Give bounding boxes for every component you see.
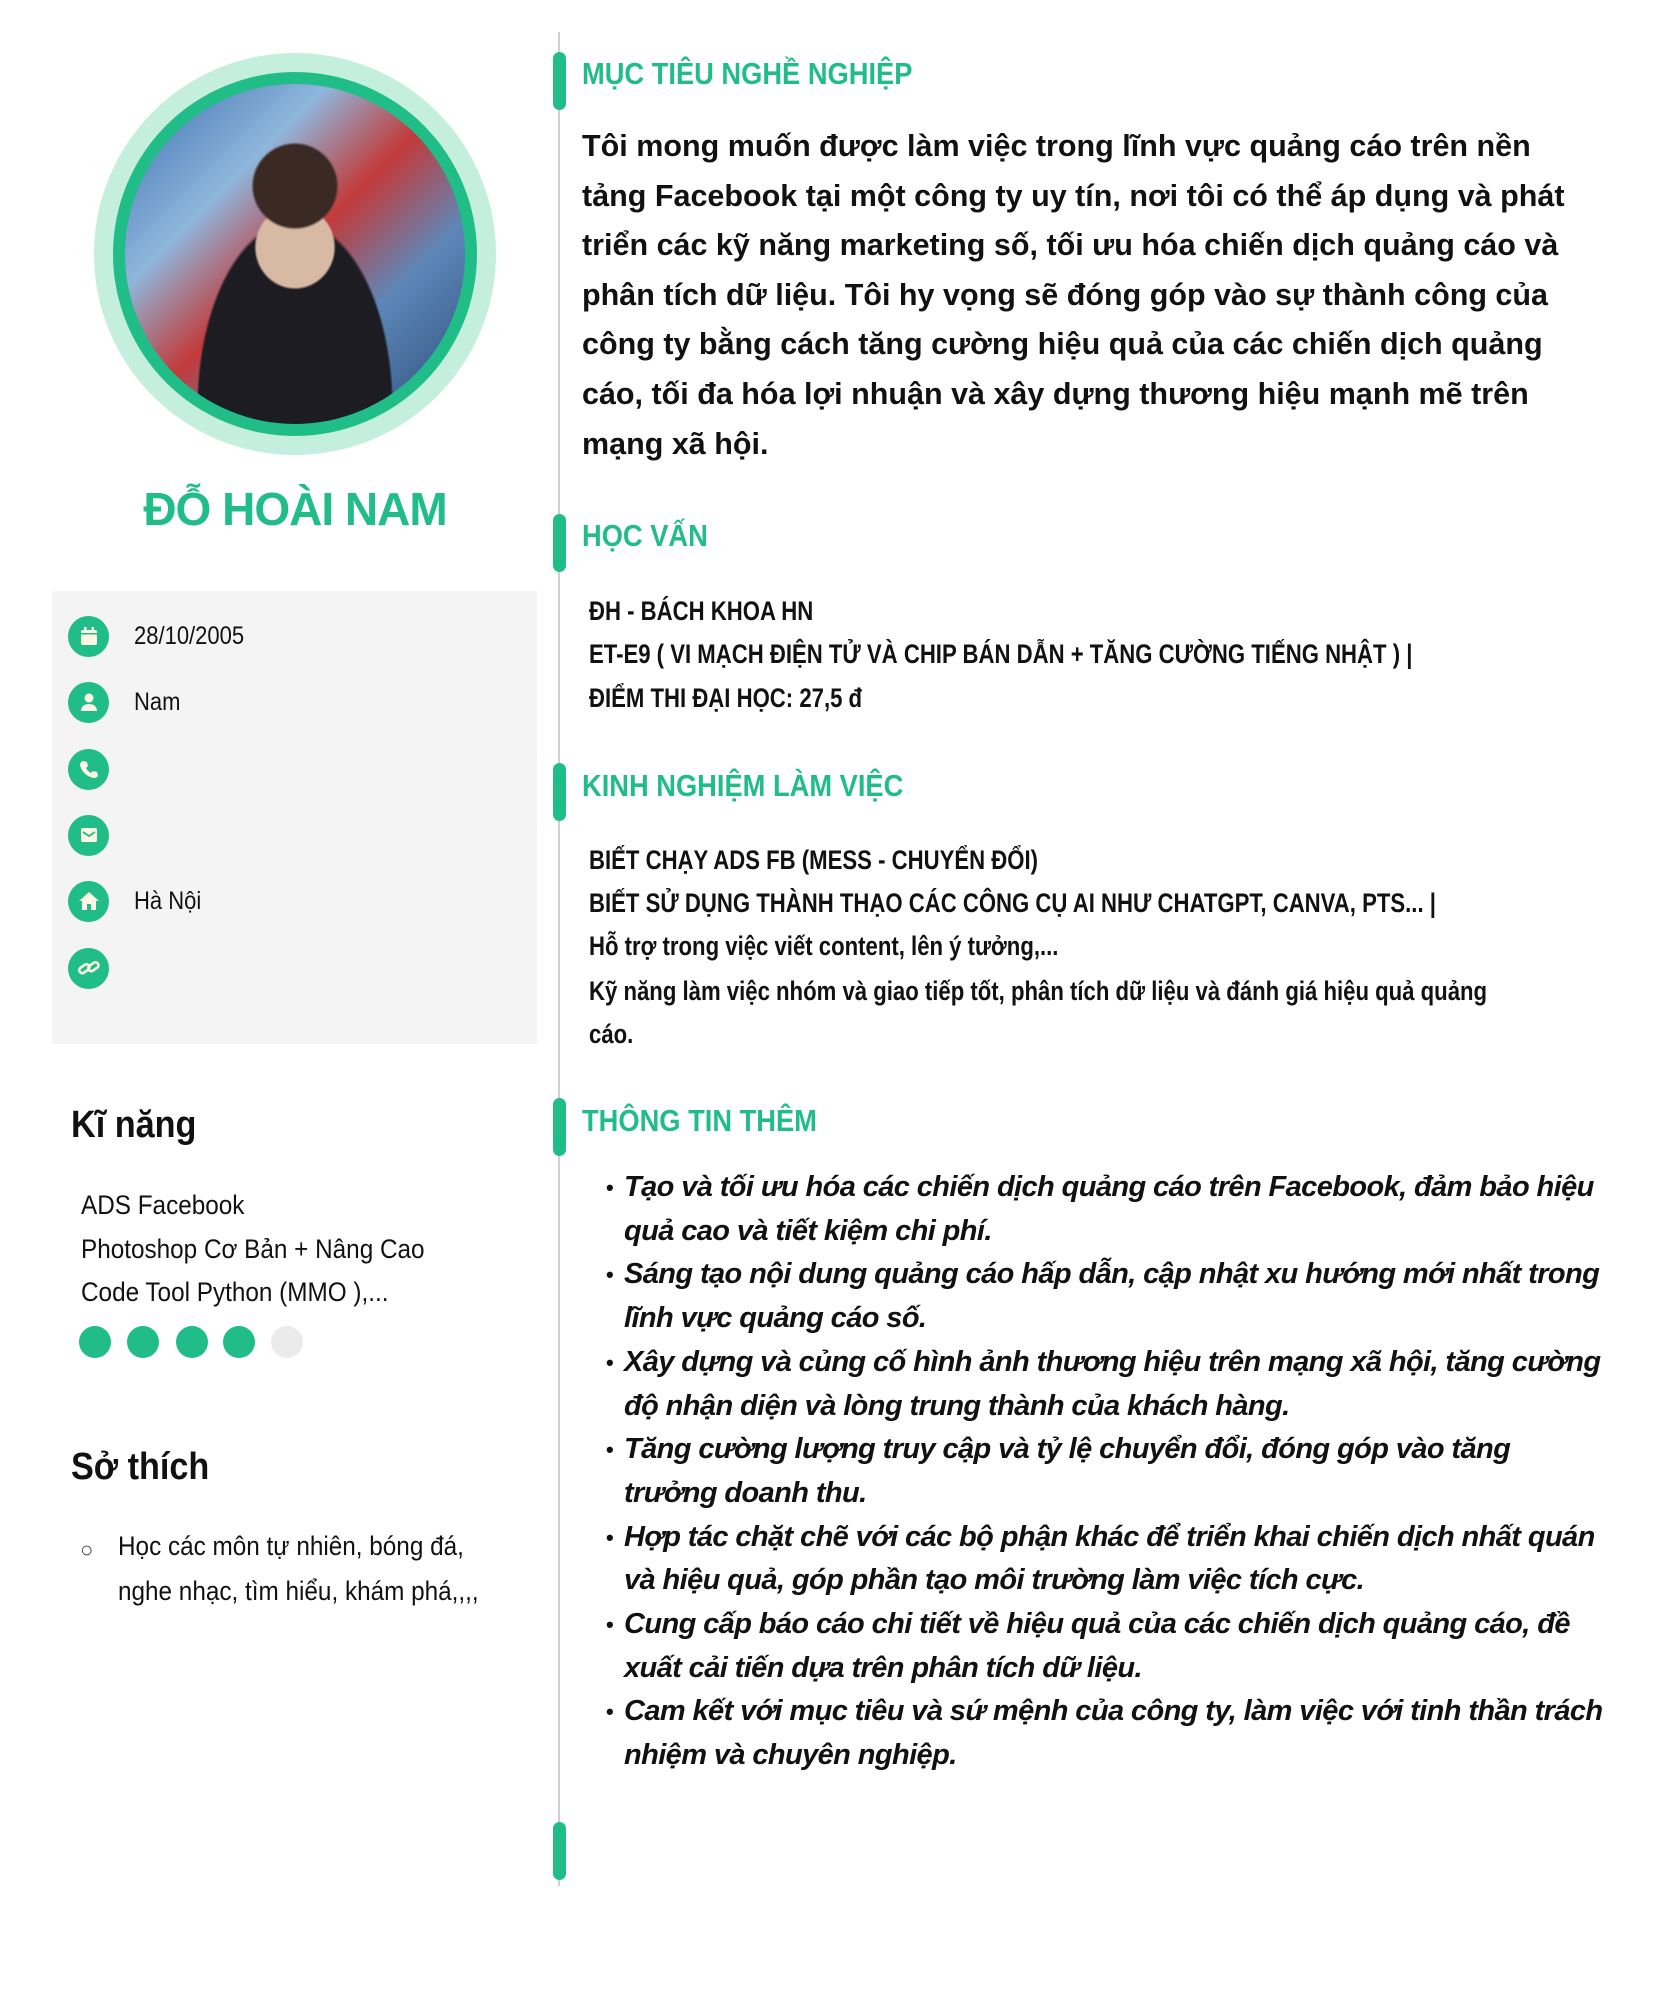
- birthday-text: 28/10/2005: [134, 621, 245, 650]
- contact-address: [68, 880, 210, 922]
- contact-link: [68, 947, 134, 989]
- bullet-icon: •: [606, 1699, 614, 1725]
- experience-line: BIẾT SỬ DỤNG THÀNH THẠO CÁC CÔNG CỤ AI NHƯ CHATGPT, CANVA, PTS... |: [589, 888, 1436, 918]
- experience-line: Kỹ năng làm việc nhóm và giao tiếp tốt, phân tích dữ liệu và đánh giá hiệu quả quảng: [589, 976, 1488, 1006]
- hobby-line: nghe nhạc, tìm hiểu, khám phá,,,,: [118, 1576, 479, 1606]
- hobby-bullet-icon: ○: [80, 1537, 94, 1562]
- objective-title: MỤC TIÊU NGHỀ NGHIỆP: [582, 56, 913, 91]
- experience-line: Hỗ trợ trong việc viết content, lên ý tưởng,...: [589, 931, 1059, 961]
- hobby-line: Học các môn tự nhiên, bóng đá,: [118, 1531, 464, 1561]
- avatar: [125, 84, 465, 424]
- bullet-icon: •: [606, 1175, 614, 1200]
- home-icon: [68, 881, 109, 922]
- list-item: • Sáng tạo nội dung quảng cáo hấp dẫn, cập nhật xu hướng mới nhất trong lĩnh vực quảng cáo số.: [606, 1253, 1636, 1340]
- experience-line: cáo.: [589, 1019, 634, 1049]
- bullet-icon: •: [606, 1524, 614, 1550]
- contact-birthday: [68, 615, 259, 657]
- skill-item: Photoshop Cơ Bản + Nâng Cao: [81, 1234, 425, 1264]
- section-marker: [553, 1098, 566, 1156]
- section-marker: [553, 514, 566, 572]
- contact-panel: [52, 591, 537, 1044]
- list-item: • Cam kết với mục tiêu và sứ mệnh của công ty, làm việc với tinh thần trách nhiệm và chuyên nghiệp.: [606, 1690, 1636, 1777]
- section-marker: [553, 763, 566, 821]
- link-icon: [68, 948, 109, 989]
- experience-line: BIẾT CHẠY ADS FB (MESS - CHUYỂN ĐỔI): [589, 845, 1038, 875]
- user-icon: [68, 682, 109, 723]
- education-line: ĐIỂM THI ĐẠI HỌC: 27,5 đ: [589, 683, 863, 713]
- list-item: • Cung cấp báo cáo chi tiết về hiệu quả của các chiến dịch quảng cáo, đề xuất cải tiến dựa trên phân tích dữ liệu.: [606, 1603, 1636, 1690]
- address-text: Hà Nội: [134, 886, 202, 915]
- objective-text: Tôi mong muốn được làm việc trong lĩnh vực quảng cáo trên nền tảng Facebook tại một công ty uy tín, nơi tôi có thể áp dụng và phát triển các kỹ năng marketing số, tối ưu hóa chiến dịch quảng cáo và phân tích dữ liệu. Tôi hy vọng sẽ đóng góp vào sự thành công của công ty bằng cách tăng cường hiệu quả của các chiến dịch quảng cáo, tối đa hóa lợi nhuận và xây dựng thương hiệu mạnh mẽ trên mạng xã hội.: [582, 129, 1565, 461]
- hobbies-title: Sở thích: [71, 1446, 210, 1488]
- education-title: HỌC VẤN: [582, 518, 708, 553]
- extra-info-title: THÔNG TIN THÊM: [582, 1103, 817, 1138]
- contact-phone: [68, 748, 134, 790]
- bullet-icon: •: [606, 1349, 614, 1375]
- contact-email: [68, 814, 134, 856]
- email-icon: [68, 815, 109, 856]
- calendar-icon: [68, 616, 109, 657]
- contact-gender: [68, 681, 187, 723]
- bullet-icon: •: [606, 1612, 614, 1638]
- rating-dot-filled: [79, 1326, 111, 1358]
- bullet-icon: •: [606, 1437, 614, 1463]
- rating-dot-filled: [127, 1326, 159, 1358]
- education-line: ET-E9 ( VI MẠCH ĐIỆN TỬ VÀ CHIP BÁN DẪN + TĂNG CƯỜNG TIẾNG NHẬT ) |: [589, 639, 1413, 669]
- list-item: • Tăng cường lượng truy cập và tỷ lệ chuyển đổi, đóng góp vào tăng trưởng doanh thu.: [606, 1428, 1636, 1515]
- profile-name: ĐỖ HOÀI NAM: [143, 483, 447, 535]
- phone-icon: [68, 749, 109, 790]
- section-marker: [553, 52, 566, 110]
- education-line: ĐH - BÁCH KHOA HN: [589, 596, 814, 626]
- skill-item: ADS Facebook: [81, 1190, 245, 1220]
- timeline-line: [558, 32, 560, 1886]
- skills-title: Kĩ năng: [71, 1104, 197, 1146]
- experience-title: KINH NGHIỆM LÀM VIỆC: [582, 768, 904, 803]
- list-item: • Hợp tác chặt chẽ với các bộ phận khác để triển khai chiến dịch nhất quán và hiệu quả, góp phần tạo môi trường làm việc tích cực.: [606, 1516, 1636, 1603]
- rating-dot-empty: [271, 1326, 303, 1358]
- bullet-icon: •: [606, 1262, 614, 1288]
- extra-info-list: [606, 1166, 1636, 1778]
- list-item: • Xây dựng và củng cố hình ảnh thương hiệu trên mạng xã hội, tăng cường độ nhận diện và lòng trung thành của khách hàng.: [606, 1341, 1636, 1428]
- gender-text: Nam: [134, 687, 181, 716]
- list-item: • Tạo và tối ưu hóa các chiến dịch quảng cáo trên Facebook, đảm bảo hiệu quả cao và tiết kiệm chi phí.: [606, 1166, 1636, 1253]
- section-marker: [553, 1822, 566, 1880]
- rating-dot-filled: [176, 1326, 208, 1358]
- rating-dot-filled: [223, 1326, 255, 1358]
- skill-item: Code Tool Python (MMO ),...: [81, 1277, 389, 1307]
